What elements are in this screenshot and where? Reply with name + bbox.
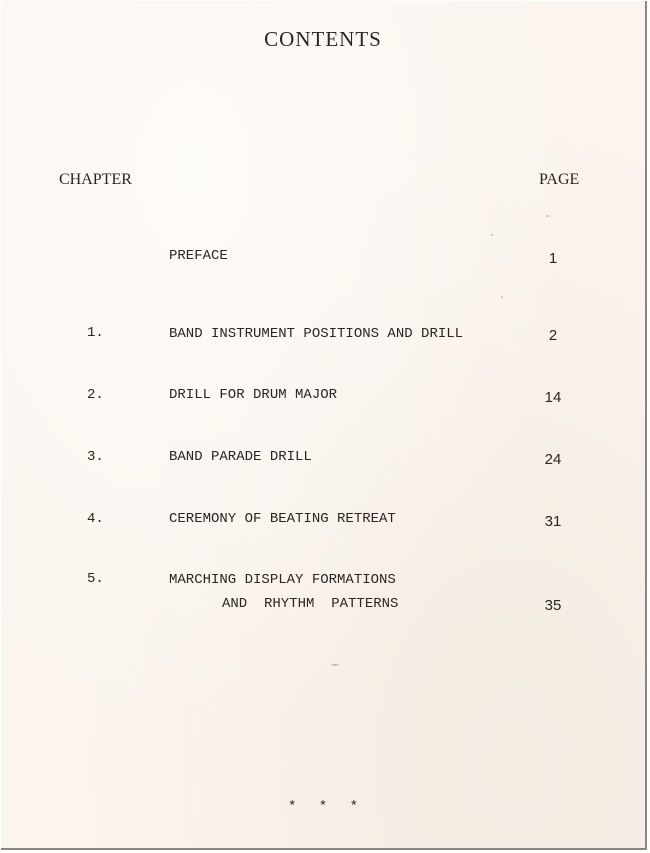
toc-entry-number: 1. xyxy=(87,325,104,341)
toc-entry-title: PREFACE xyxy=(169,248,228,264)
toc-entry-title: DRILL FOR DRUM MAJOR xyxy=(169,387,338,403)
chapter-column-header: CHAPTER xyxy=(59,171,132,188)
paper-speck xyxy=(501,296,503,298)
toc-entry-title: MARCHING DISPLAY FORMATIONS xyxy=(169,572,396,588)
toc-entry-number: 3. xyxy=(87,449,104,465)
toc-entry-page: 14 xyxy=(544,389,562,406)
document-page xyxy=(1,1,647,850)
toc-entry-title: BAND INSTRUMENT POSITIONS AND DRILL xyxy=(169,326,464,342)
toc-entry-page: 1 xyxy=(548,250,558,267)
toc-entry-page: 24 xyxy=(544,451,562,468)
paper-speck xyxy=(546,215,549,217)
toc-entry-title: BAND PARADE DRILL xyxy=(169,449,312,465)
toc-entry-title-continued: AND RHYTHM PATTERNS xyxy=(222,596,399,612)
toc-entry-number: 5. xyxy=(87,571,104,587)
page-title: CONTENTS xyxy=(264,27,382,51)
toc-entry-page: 2 xyxy=(548,327,558,344)
toc-entry-number: 2. xyxy=(87,387,104,403)
page-column-header: PAGE xyxy=(539,171,580,188)
paper-speck xyxy=(491,234,493,236)
toc-entry-title: CEREMONY OF BEATING RETREAT xyxy=(169,511,396,527)
toc-entry-number: 4. xyxy=(87,511,104,527)
paper-speck xyxy=(331,664,339,666)
footer-ornament: * * * xyxy=(287,799,358,815)
toc-entry-page: 31 xyxy=(544,513,562,530)
toc-entry-page: 35 xyxy=(544,597,562,614)
